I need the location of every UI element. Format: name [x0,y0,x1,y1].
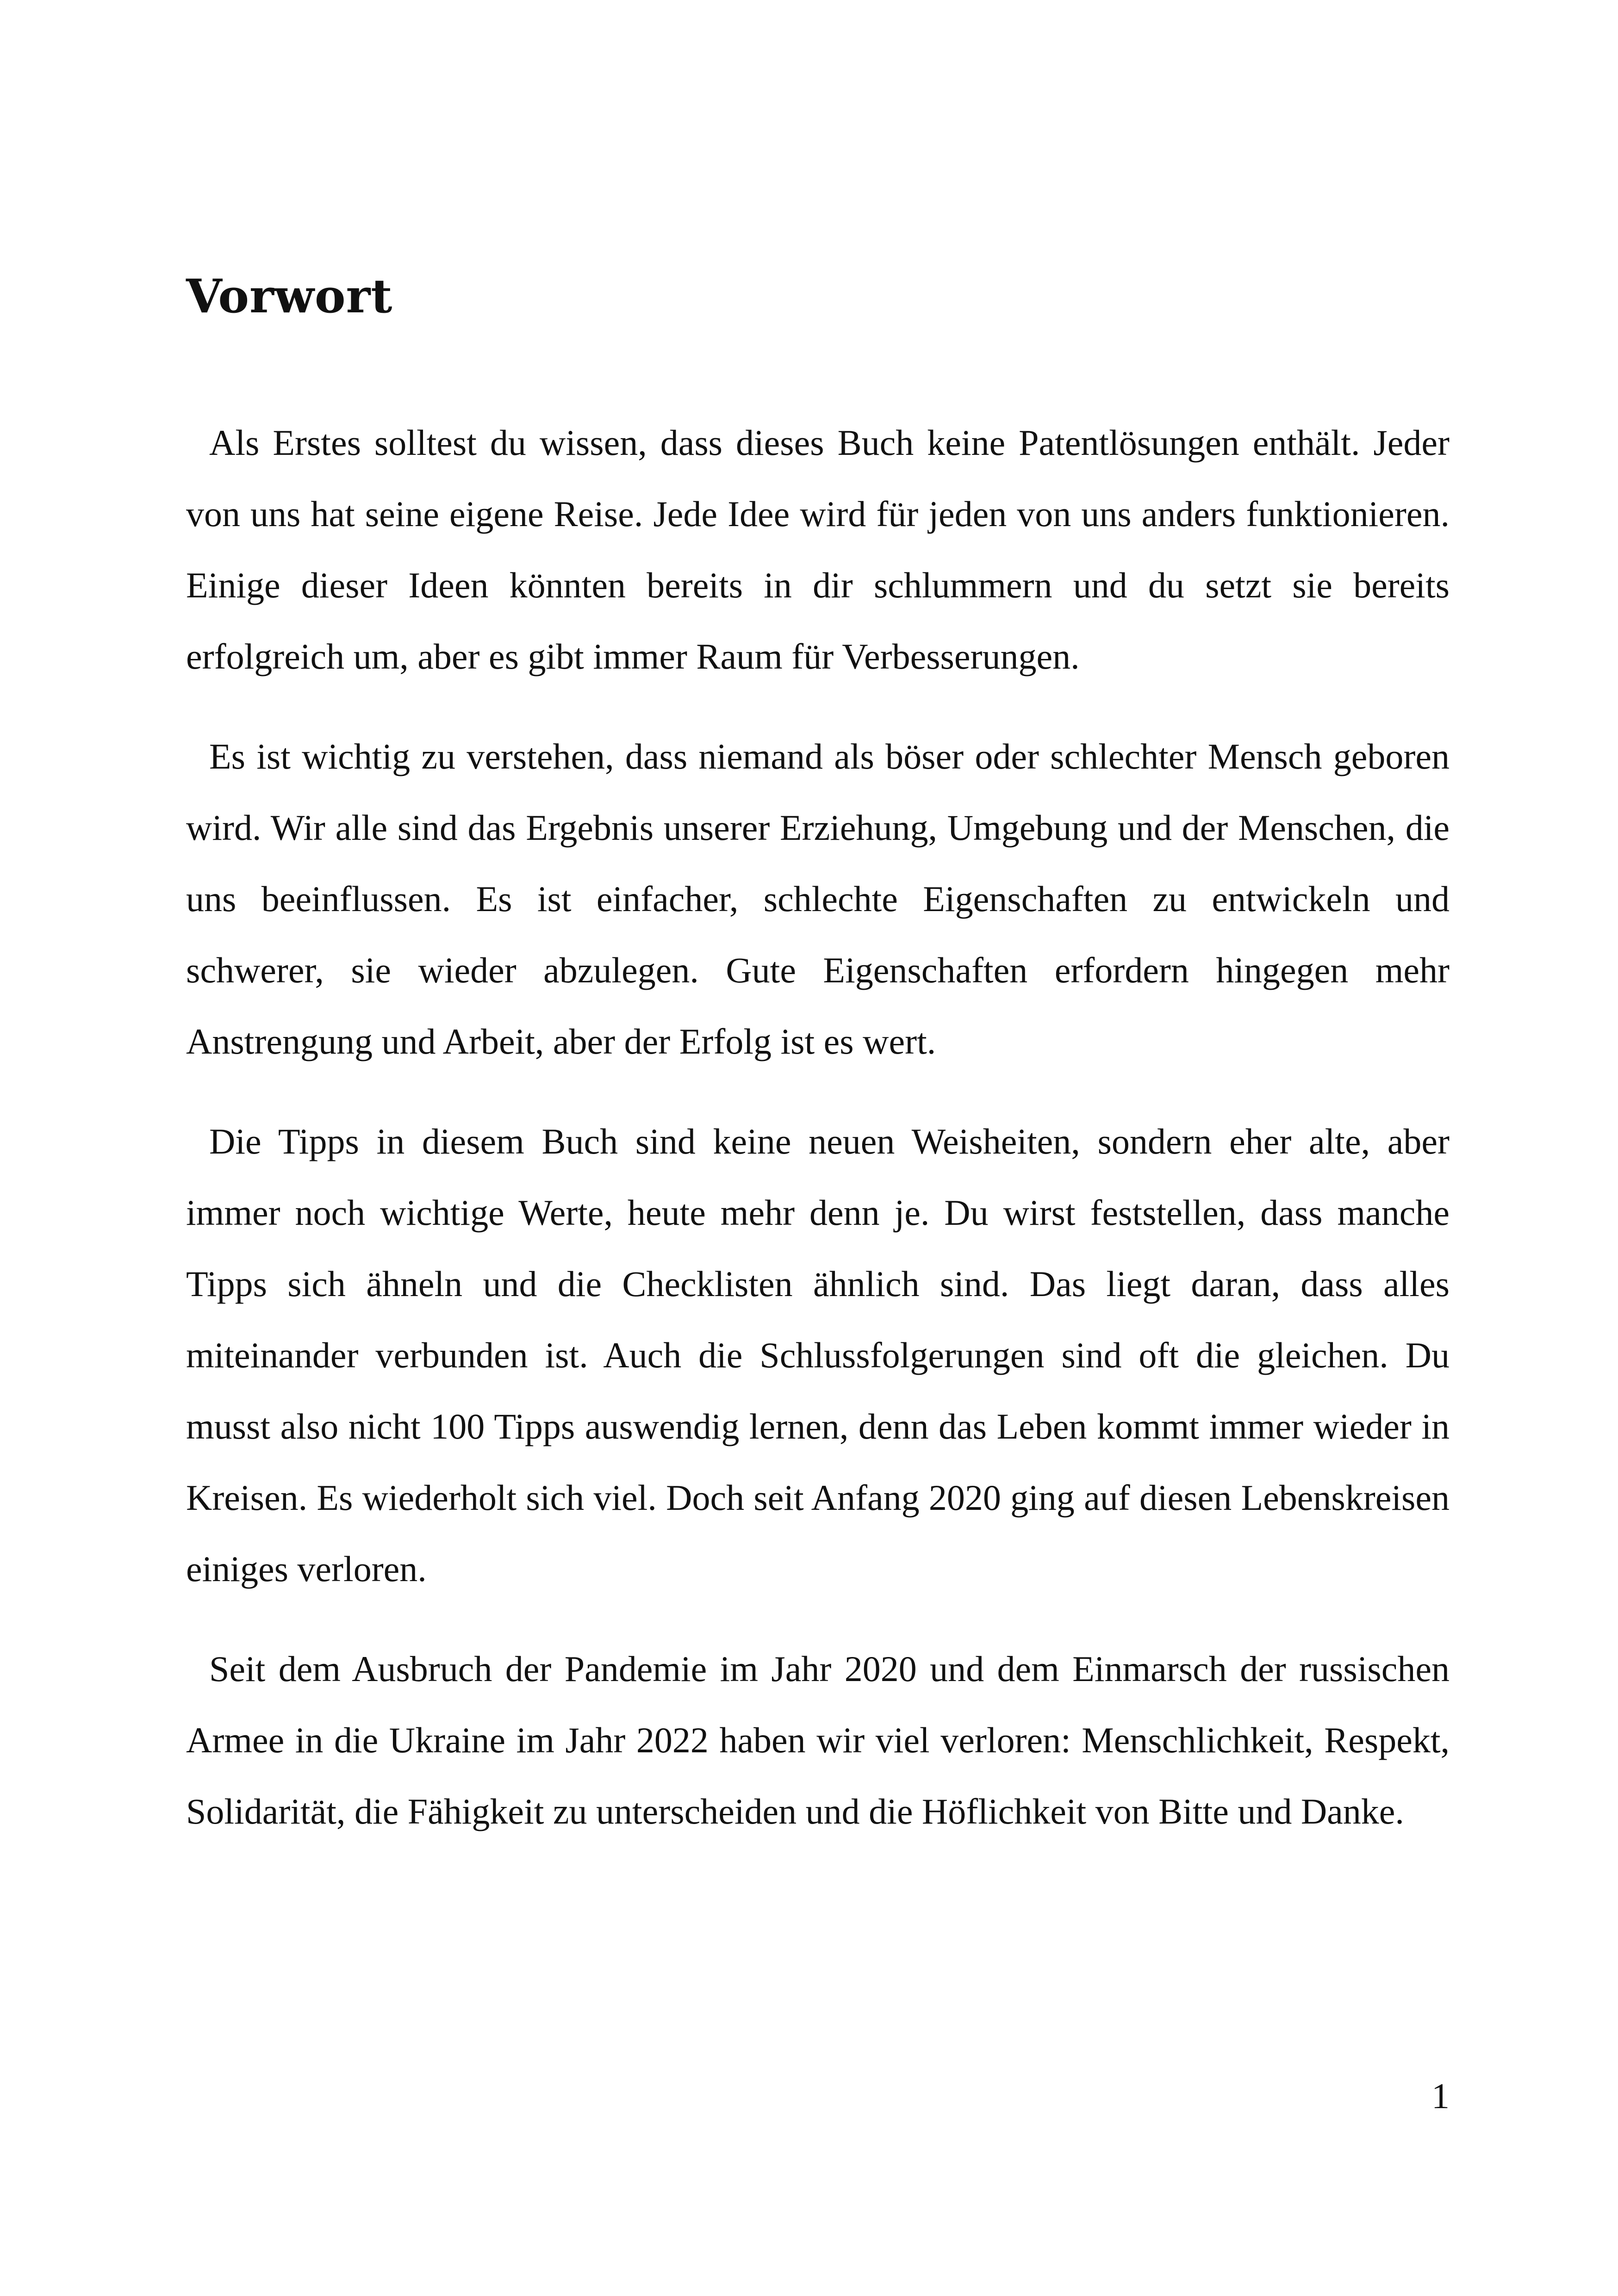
paragraph: Die Tipps in diesem Buch sind keine neuen Weisheiten, sondern eher alte, aber immer noch wichtige Werte, heute mehr denn je. Du wirst feststellen, dass manche Tipps sich ähneln und die Checklisten ähnlich sind. Das liegt daran, dass alles miteinander verbunden ist. Auch die Schlussfolgerungen sind oft die gleichen. Du musst also nicht 100 Tipps auswendig lernen, denn das Leben kommt immer wieder in Kreisen. Es wiederholt sich viel. Doch seit Anfang 2020 ging auf diesen Lebenskreisen einiges verloren. [186,1121,1450,1589]
chapter-body [186,407,1450,1876]
chapter-title: Vorwort [186,269,393,323]
page-number: 1 [1431,2076,1450,2116]
paragraph: Seit dem Ausbruch der Pandemie im Jahr 2020 und dem Einmarsch der russischen Armee in die Ukraine im Jahr 2022 haben wir viel verloren: Menschlichkeit, Respekt, Solidarität, die Fähigkeit zu unterscheiden und die Höflichkeit von Bitte und Danke. [186,1649,1450,1831]
paragraph: Es ist wichtig zu verstehen, dass niemand als böser oder schlechter Mensch geboren wird. Wir alle sind das Ergebnis unserer Erziehung, Umgebung und der Menschen, die uns beeinflussen. Es ist einfacher, schlechte Eigenschaften zu entwickeln und schwerer, sie wieder abzulegen. Gute Eigenschaften erfordern hingegen mehr Anstrengung und Arbeit, aber der Erfolg ist es wert. [186,736,1450,1061]
paragraph: Als Erstes solltest du wissen, dass dieses Buch keine Patentlösungen enthält. Jeder von uns hat seine eigene Reise. Jede Idee wird für jeden von uns anders funktionieren. Einige dieser Ideen könnten bereits in dir schlummern und du setzt sie bereits erfolgreich um, aber es gibt immer Raum für Verbesserungen. [186,422,1450,676]
